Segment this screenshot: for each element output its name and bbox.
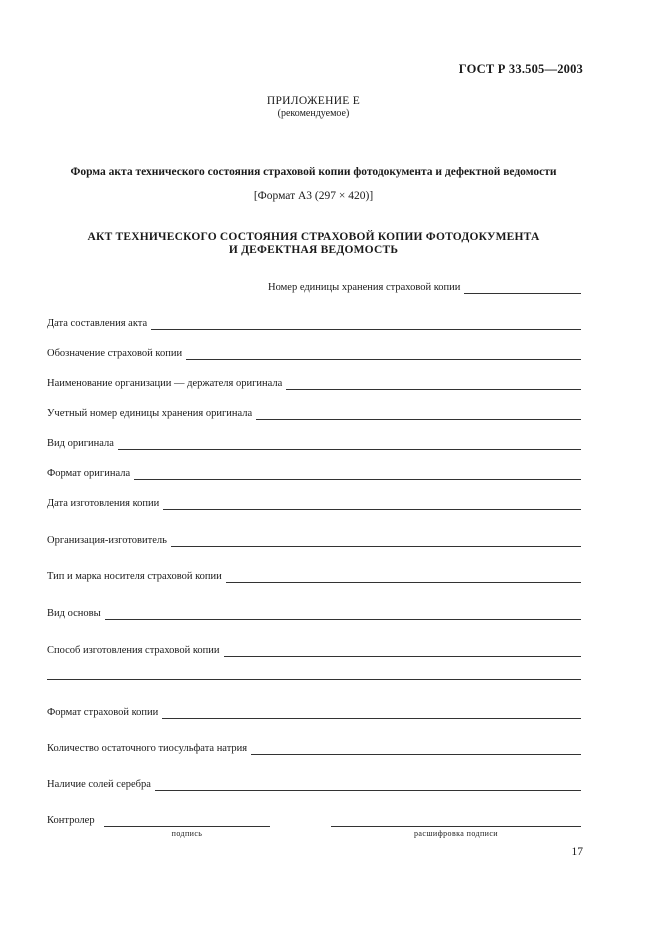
field-manufacturer: [47, 533, 581, 547]
form-title: Форма акта технического состояния страховой копии фотодокумента и дефектной ведомости: [70, 166, 557, 178]
field-carrier-type: [47, 569, 581, 583]
page-number: 17: [571, 846, 583, 858]
field-holder-organization: [47, 376, 581, 390]
act-title-line-1: АКТ ТЕХНИЧЕСКОГО СОСТОЯНИЯ СТРАХОВОЙ КОПИИ ФОТОДОКУМЕНТА: [87, 231, 540, 243]
field-label: Формат оригинала: [47, 468, 131, 479]
field-base-type: [47, 606, 581, 620]
format-note: [Формат А3 (297 × 420)]: [253, 190, 374, 202]
field-blank[interactable]: [151, 318, 581, 330]
field-label: Тип и марка носителя страховой копии: [47, 571, 222, 582]
field-blank[interactable]: [163, 498, 581, 510]
field-label: Вид оригинала: [47, 438, 114, 449]
field-blank[interactable]: [171, 535, 581, 547]
field-thiosulfate: [47, 741, 581, 755]
act-title: [0, 231, 627, 257]
field-label: Количество остаточного тиосульфата натрия: [47, 743, 248, 754]
signature-caption: подпись: [171, 829, 203, 838]
signature-line[interactable]: [104, 825, 270, 827]
field-blank[interactable]: [226, 571, 581, 583]
field-blank[interactable]: [118, 438, 581, 450]
field-label: Организация-изготовитель: [47, 535, 167, 546]
field-copy-format: [47, 705, 581, 719]
field-blank[interactable]: [224, 645, 582, 657]
field-act-date: [47, 316, 581, 330]
act-title-line-2: И ДЕФЕКТНАЯ ВЕДОМОСТЬ: [228, 244, 399, 256]
field-original-type: [47, 436, 581, 450]
storage-unit-label: Номер единицы хранения страховой копии: [268, 282, 461, 293]
field-blank[interactable]: [134, 468, 581, 480]
field-label: Наличие солей серебра: [47, 779, 151, 790]
decoding-caption: расшифровка подписи: [414, 829, 498, 838]
storage-unit-field: [268, 280, 581, 294]
appendix-heading: ПРИЛОЖЕНИЕ Е: [266, 95, 361, 107]
controller-label: Контролер: [47, 815, 95, 826]
field-blank[interactable]: [186, 348, 581, 360]
field-original-record-number: [47, 406, 581, 420]
field-original-format: [47, 466, 581, 480]
field-production-method: [47, 643, 581, 657]
field-copy-date: [47, 496, 581, 510]
field-blank[interactable]: [251, 743, 581, 755]
field-silver-salts: [47, 777, 581, 791]
field-label: Наименование организации — держателя оригинала: [47, 378, 283, 389]
field-copy-designation: [47, 346, 581, 360]
field-label: Формат страховой копии: [47, 707, 159, 718]
field-blank[interactable]: [256, 408, 581, 420]
field-blank[interactable]: [286, 378, 581, 390]
field-label: Способ изготовления страховой копии: [47, 645, 220, 656]
field-label: Дата изготовления копии: [47, 498, 160, 509]
standard-number: ГОСТ Р 33.505—2003: [458, 62, 583, 76]
field-label: Дата составления акта: [47, 318, 148, 329]
field-label: Обозначение страховой копии: [47, 348, 183, 359]
field-blank[interactable]: [105, 608, 581, 620]
field-blank[interactable]: [162, 707, 581, 719]
field-blank[interactable]: [155, 779, 581, 791]
field-label: Учетный номер единицы хранения оригинала: [47, 408, 253, 419]
field-continuation-line[interactable]: [47, 678, 581, 680]
field-label: Вид основы: [47, 608, 101, 619]
storage-unit-blank[interactable]: [464, 282, 581, 294]
appendix-note: (рекомендуемое): [277, 108, 350, 119]
signature-decoding-line[interactable]: [331, 825, 581, 827]
